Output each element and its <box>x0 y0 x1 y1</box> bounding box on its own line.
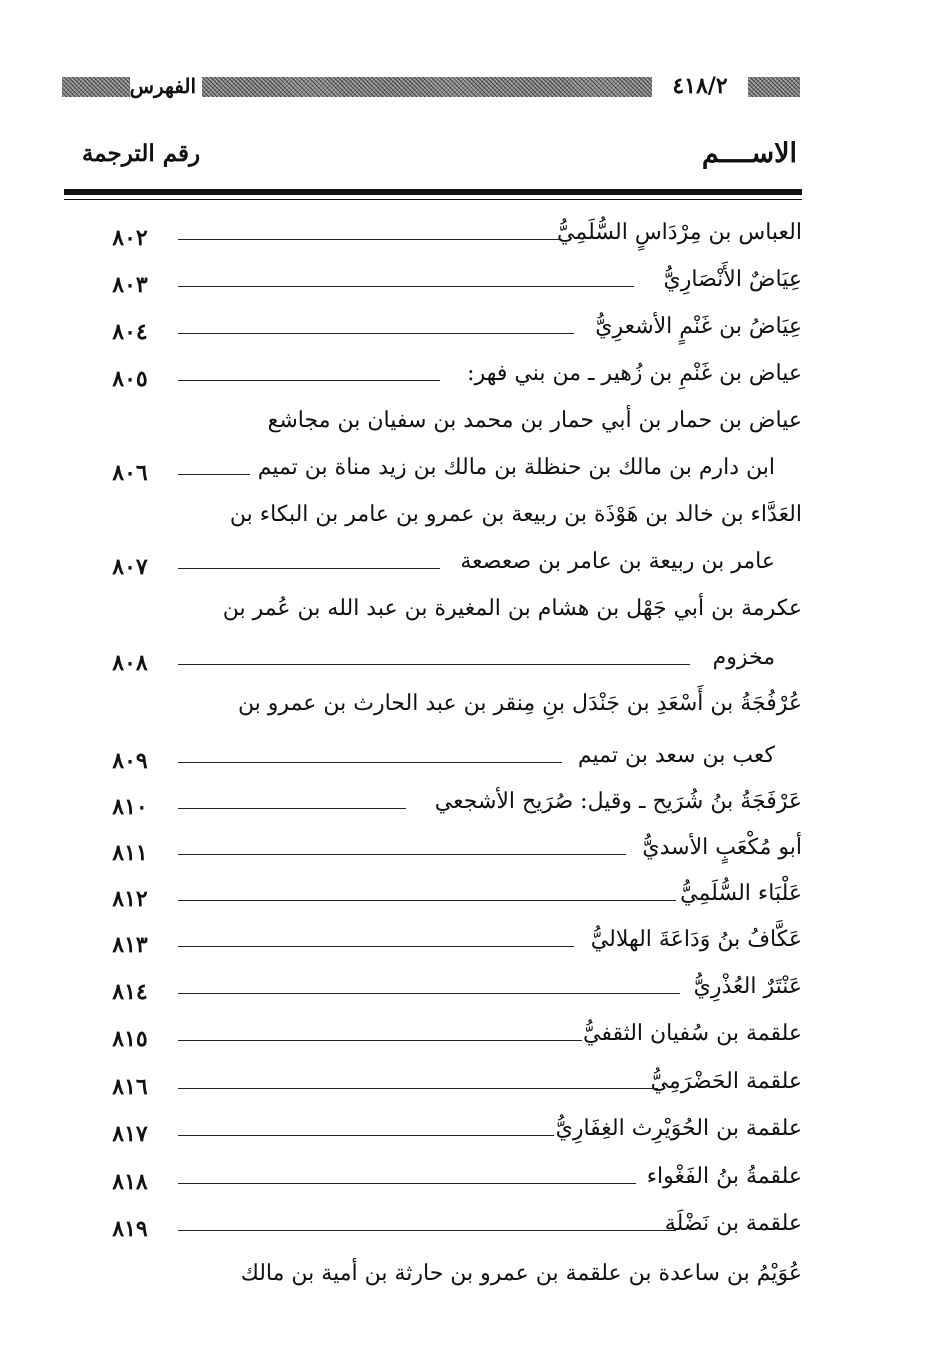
leader-line <box>178 568 440 569</box>
entry-name-line: العباس بن مِرْدَاسٍ السُّلَمِيُّ <box>557 220 802 245</box>
entry-number: ٨١٦ <box>112 1074 148 1100</box>
leader-line <box>178 1040 582 1041</box>
entry-number: ٨١٤ <box>112 979 148 1005</box>
header-ornament-left <box>62 77 132 97</box>
leader-line <box>178 1088 658 1089</box>
entry-name-line: كعب بن سعد بن تميم <box>577 743 775 768</box>
leader-line <box>178 762 562 763</box>
entry-number: ٨٠٥ <box>112 366 148 392</box>
name-column-heading: الاســــم <box>701 138 797 169</box>
entry-name-line: علقمة بن سُفيان الثقفيُّ <box>582 1021 802 1046</box>
entry-name-line: العَدَّاء بن خالد بن هَوْذَة بن ربيعة بن عمرو بن عامر بن البكاء بن <box>229 502 802 527</box>
entry-number: ٨٠٧ <box>112 554 148 580</box>
entry-number: ٨١٣ <box>112 932 148 958</box>
leader-line <box>178 946 574 947</box>
entry-name-line: علقمة الحَضْرَمِيُّ <box>650 1069 802 1094</box>
entry-name-line: مخزوم <box>712 645 775 670</box>
header-ornament-middle <box>200 77 652 97</box>
entry-name-line: عامر بن ربيعة بن عامر بن صعصعة <box>460 549 775 574</box>
leader-line <box>178 474 250 475</box>
entry-name-line: ابن دارم بن مالك بن حنظلة بن مالك بن زيد مناة بن تميم <box>257 455 775 480</box>
entry-number: ٨١٨ <box>112 1169 148 1195</box>
leader-line <box>178 286 634 287</box>
entry-name-line: عياض بن حمار بن أبي حمار بن محمد بن سفيان بن مجاشع <box>267 408 802 433</box>
leader-line <box>178 993 680 994</box>
entry-number: ٨٠٢ <box>112 225 148 251</box>
entry-name-line: علقمةُ بنُ الفَغْواء <box>646 1164 802 1189</box>
entry-name-line: عُرْفُجَةُ بن أَسْعَدِ بن جَنْدَل بنِ مِنقر بن عبد الحارث بن عمرو بن <box>237 691 802 716</box>
header-rule-thick <box>64 189 802 195</box>
leader-line <box>178 664 690 665</box>
number-column-heading: رقم الترجمة <box>81 140 201 167</box>
entry-number: ٨٠٩ <box>112 748 148 774</box>
entry-name-line: أبو مُكْعَبٍ الأسديُّ <box>642 835 802 860</box>
leader-line <box>178 239 562 240</box>
entry-name-line: علقمة بن نَضْلَة <box>664 1211 802 1236</box>
leader-line <box>178 854 626 855</box>
entry-name-line: عُوَيْمُ بن ساعدة بن علقمة بن عمرو بن حارثة بن أمية بن مالك <box>240 1261 802 1286</box>
entry-name-line: عَرْفَجَةُ بنُ شُرَيح ـ وقيل: صُرَيح الأشجعي <box>434 789 802 814</box>
entry-name-line: عِيَاضٌ الأَنْصَارِيُّ <box>663 267 802 292</box>
entry-number: ٨١٧ <box>112 1121 148 1147</box>
leader-line <box>178 380 440 381</box>
page-number: ٤١٨/٢ <box>652 70 748 102</box>
entry-number: ٨٠٨ <box>112 650 148 676</box>
leader-line <box>178 1230 676 1231</box>
entry-number: ٨١٥ <box>112 1026 148 1052</box>
entry-number: ٨٠٦ <box>112 460 148 486</box>
entry-name-line: عِيَاضُ بن غَنْمٍ الأشعرِيُّ <box>595 314 802 339</box>
leader-line <box>178 1183 636 1184</box>
entry-name-line: علقمة بن الحُوَيْرِث الغِفَارِيُّ <box>555 1116 802 1141</box>
entry-name-line: عَلْبَاء السُّلَمِيُّ <box>680 881 802 906</box>
entry-number: ٨٠٣ <box>112 272 148 298</box>
leader-line <box>178 900 676 901</box>
header-ornament-right <box>748 77 800 97</box>
entry-name-line: عياض بن غَنْمِ بن زُهير ـ من بني فهر: <box>467 361 802 386</box>
entry-name-line: عَكَّافُ بنُ وَدَاعَةَ الهلاليُّ <box>590 927 802 952</box>
entry-number: ٨١٢ <box>112 886 148 912</box>
entry-number: ٨١١ <box>112 840 148 866</box>
section-title: الفهرس <box>130 70 202 102</box>
leader-line <box>178 808 406 809</box>
entry-name-line: عَنْتَرٌ العُذْرِيُّ <box>693 974 802 999</box>
leader-line <box>178 1135 554 1136</box>
entry-number: ٨١٠ <box>112 794 148 820</box>
header-rule-thin <box>64 199 802 200</box>
leader-line <box>178 333 574 334</box>
entry-number: ٨١٩ <box>112 1216 148 1242</box>
entry-number: ٨٠٤ <box>112 319 148 345</box>
entry-name-line: عكرمة بن أبي جَهْل بن هشام بن المغيرة بن عبد الله بن عُمر بن <box>222 596 802 621</box>
